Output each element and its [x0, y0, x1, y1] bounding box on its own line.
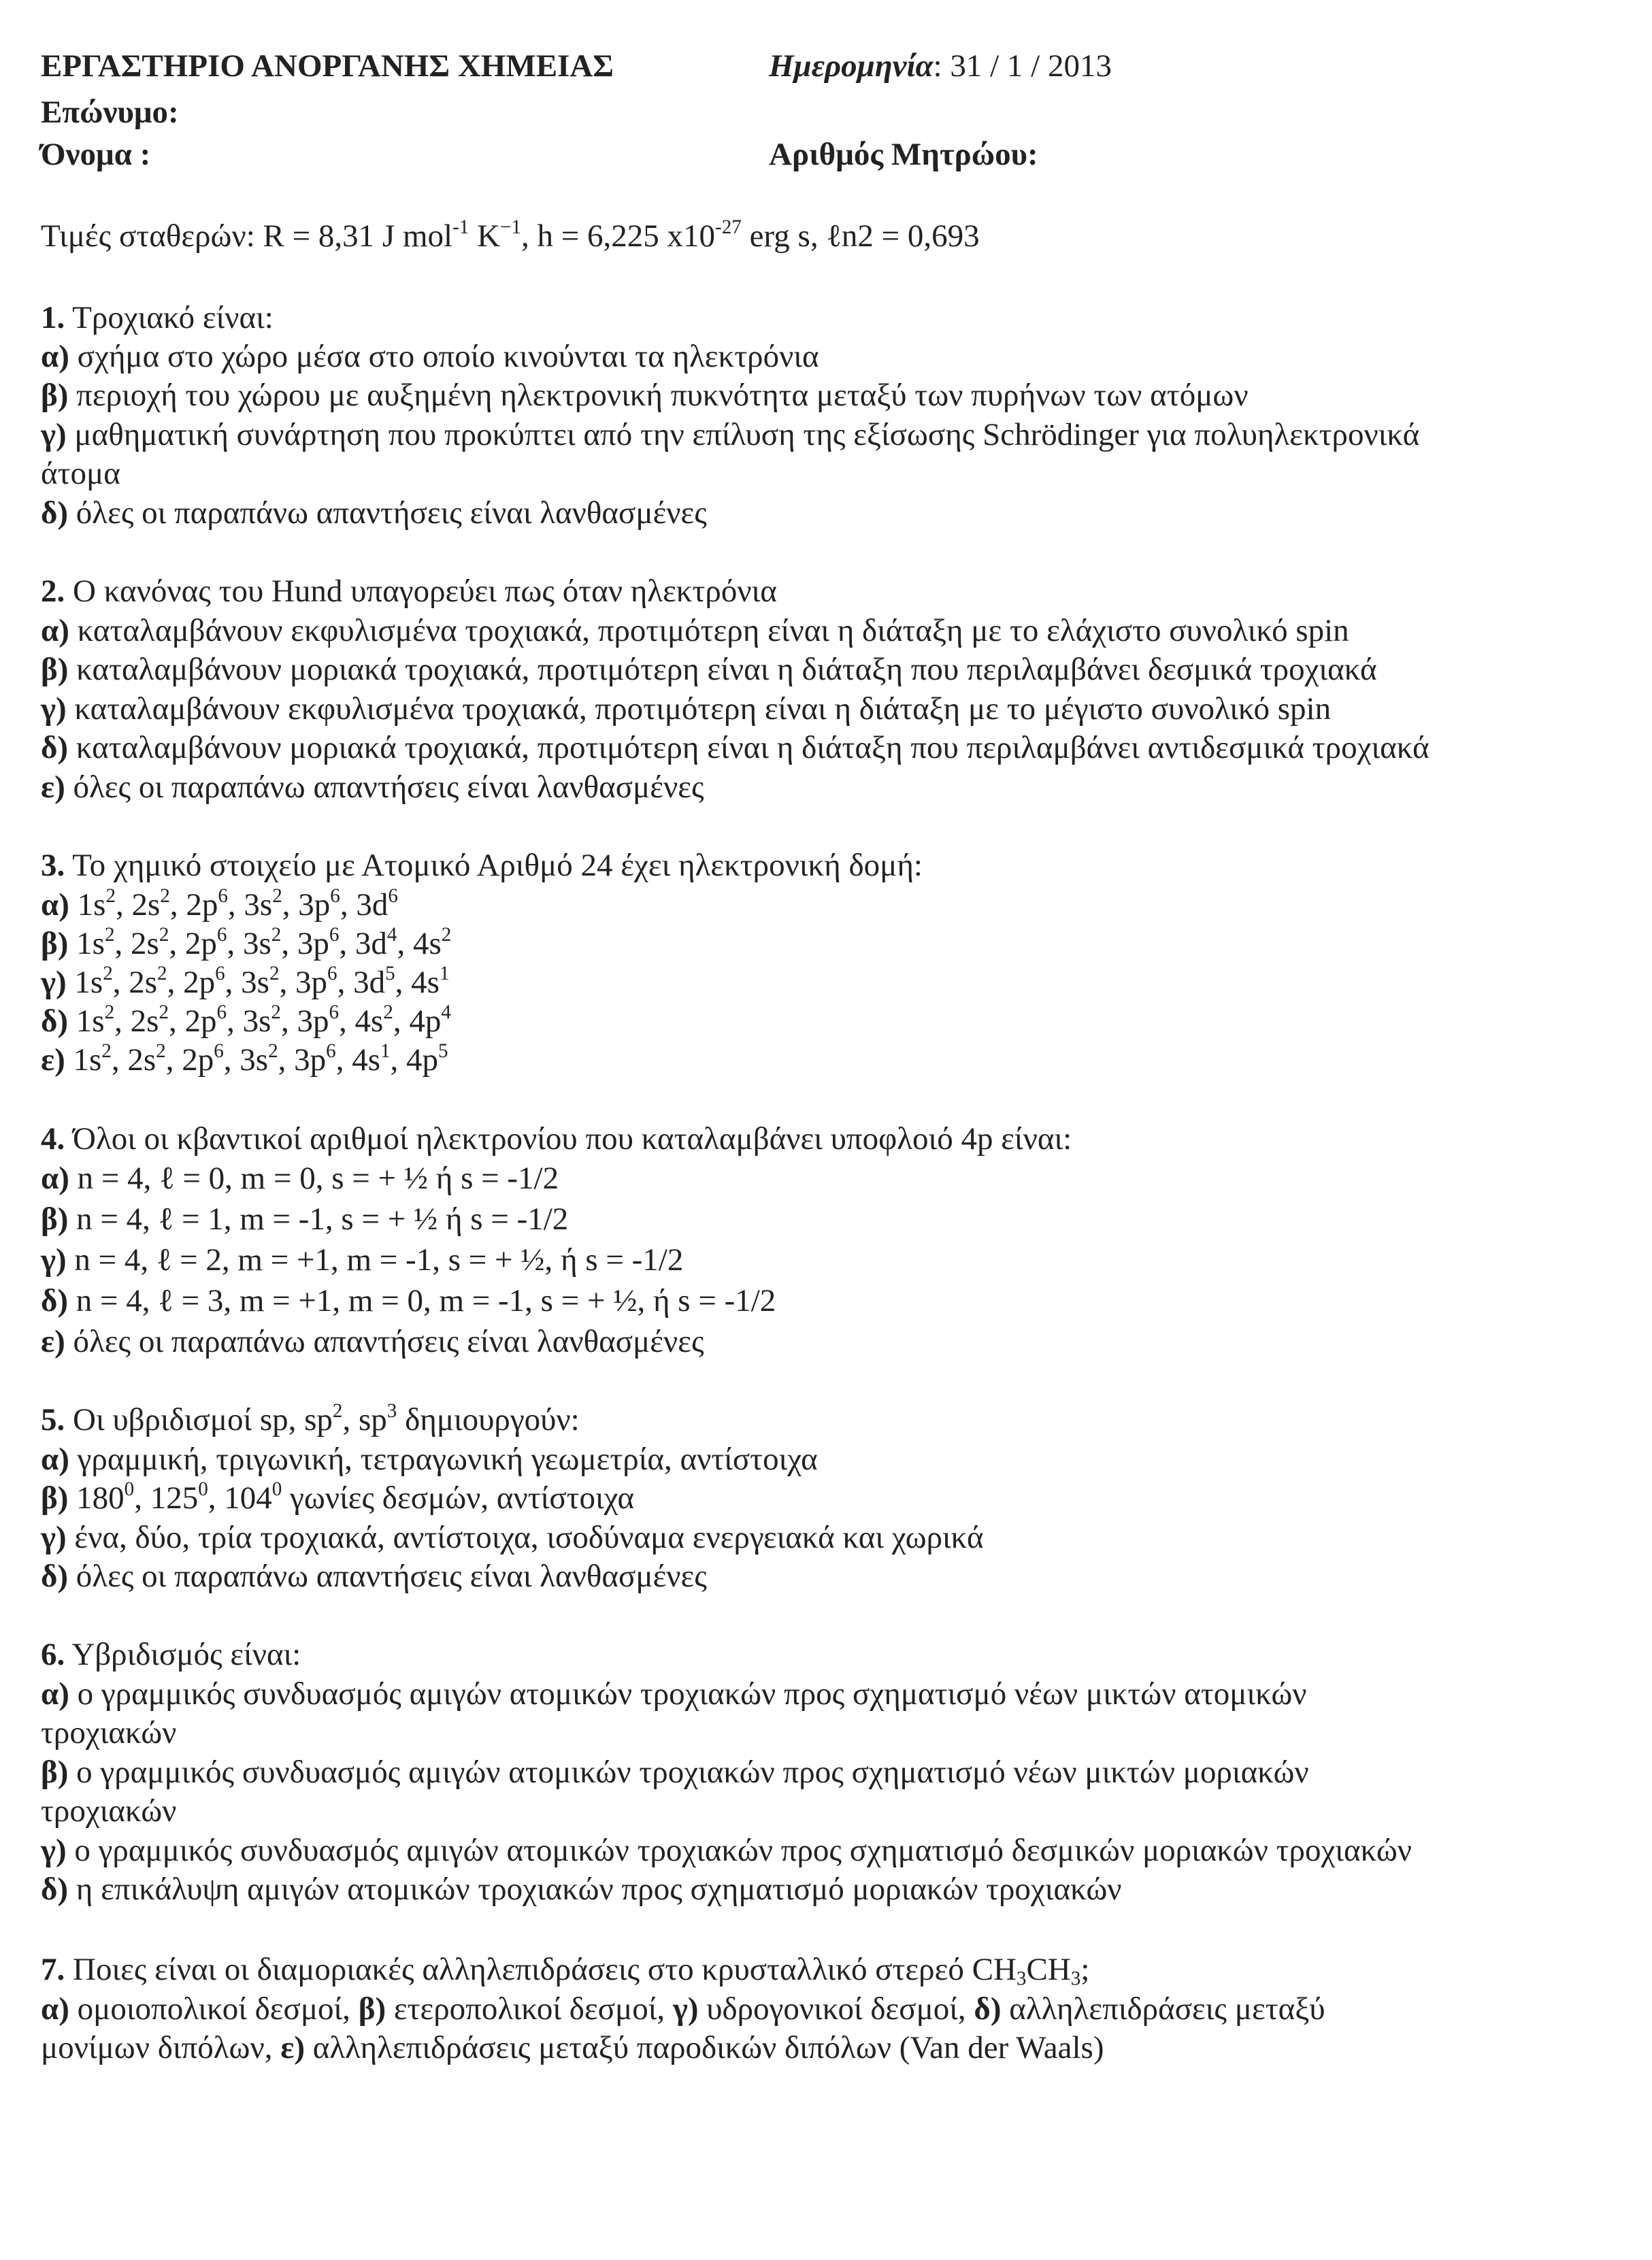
- option-text: n = 4, ℓ = 1, m = -1, s = + ½ ή s = -1/2: [68, 1201, 569, 1237]
- separator: ,: [114, 926, 131, 961]
- electron-count: 6: [216, 924, 227, 946]
- option-text: μαθηματική συνάρτηση που προκύπτει από την επίλυση της εξίσωσης Schrödinger για πολυηλεκτρονικά: [66, 417, 1420, 452]
- option-label: δ): [41, 730, 69, 765]
- q6-option-c: [41, 1831, 1412, 1870]
- angle-value: , 125: [134, 1480, 199, 1516]
- q3-option-1: [41, 924, 451, 963]
- separator: ,: [223, 1042, 240, 1078]
- option-text: ο γραμμικός συνδυασμός αμιγών ατομικών τροχιακών προς σχηματισμό νέων μικτών ατομικών: [69, 1676, 1307, 1712]
- q7-stem-text: CH: [1026, 1952, 1071, 1987]
- angle-value: , 104: [208, 1480, 272, 1516]
- date-line: [769, 48, 1112, 84]
- orbital: 2s: [130, 1003, 159, 1039]
- orbital: 3p: [298, 887, 331, 923]
- option-label: δ): [41, 495, 69, 531]
- orbital: 3s: [242, 926, 271, 961]
- option-label: α): [41, 339, 69, 374]
- electron-count: 6: [218, 885, 228, 908]
- q5-stem-text: Οι υβριδισμοί sp, sp: [65, 1402, 333, 1438]
- q3-stem-text: Το χημικό στοιχείο με Ατομικό Αριθμό 24 έχει ηλεκτρονική δομή:: [65, 848, 923, 883]
- separator: ,: [227, 926, 243, 961]
- option-text: όλες οι παραπάνω απαντήσεις είναι λανθασμένες: [65, 769, 704, 805]
- option-label: ε): [280, 2030, 305, 2065]
- q7-options-line1: [41, 1989, 1325, 2029]
- degree-mark: 0: [271, 1478, 282, 1501]
- planck-unit: erg s,: [741, 218, 827, 254]
- separator: ,: [116, 887, 132, 923]
- orbital: 3d: [356, 887, 389, 923]
- q3-option-4: [41, 1040, 448, 1080]
- orbital: 2p: [182, 1042, 214, 1078]
- option-label: γ): [41, 691, 67, 727]
- electron-count: 2: [441, 924, 452, 946]
- option-text: περιοχή του χώρου με αυξημένη ηλεκτρονική πυκνότητα μεταξύ των πυρήνων των ατόμων: [68, 378, 1249, 413]
- option-label: β): [41, 1201, 69, 1237]
- q3-stem: [41, 846, 923, 885]
- option-text: υδρογονικοί δεσμοί,: [698, 1991, 974, 2027]
- orbital: 2p: [184, 926, 217, 961]
- lab-title: ΕΡΓΑΣΤΗΡΙΟ ΑΝΟΡΓΑΝΗΣ ΧΗΜΕΙΑΣ: [41, 48, 614, 84]
- orbital: 3p: [297, 1003, 329, 1039]
- electron-count: 6: [388, 885, 398, 908]
- separator: ,: [112, 965, 129, 1000]
- q5-stem-text: δημιουργούν:: [397, 1402, 580, 1438]
- orbital: 4s: [354, 1003, 384, 1039]
- option-label: α): [41, 1161, 69, 1196]
- constants-line: [41, 216, 980, 256]
- date-value: : 31 / 1 / 2013: [933, 48, 1112, 84]
- q5-stem: [41, 1400, 580, 1440]
- orbital: 2s: [129, 965, 158, 1000]
- q1-stem-text: Τροχιακό είναι:: [65, 300, 274, 335]
- q2-option-e: [41, 767, 704, 807]
- electron-count: 6: [214, 1040, 224, 1063]
- ln2-value: ℓn2 = 0,693: [826, 218, 980, 254]
- option-label: γ): [41, 965, 75, 1000]
- electron-count: 2: [271, 1001, 281, 1024]
- option-label: β): [41, 1755, 69, 1790]
- option-text: ο γραμμικός συνδυασμός αμιγών ατομικών τροχιακών προς σχηματισμό νέων μικτών μοριακών: [68, 1755, 1309, 1790]
- orbital: 3p: [294, 1042, 327, 1078]
- q5-exponent: 2: [332, 1400, 343, 1423]
- name-label: Όνομα :: [41, 137, 151, 172]
- electron-count: 2: [103, 963, 113, 985]
- surname-label: Επώνυμο:: [41, 95, 179, 130]
- option-text: αλληλεπιδράσεις μεταξύ παροδικών διπόλων (Van der Waals): [304, 2030, 1104, 2065]
- option-text: γραμμική, τριγωνική, τετραγωνική γεωμετρία, αντίστοιχα: [69, 1442, 818, 1477]
- q7-options-line2: [41, 2028, 1104, 2067]
- option-label: β): [41, 926, 77, 961]
- orbital: 1s: [76, 1003, 105, 1039]
- q4-option-b: [41, 1199, 568, 1239]
- option-text: όλες οι παραπάνω απαντήσεις είναι λανθασμένες: [65, 1324, 704, 1359]
- separator: ,: [169, 926, 185, 961]
- option-text: σχήμα στο χώρο μέσα στο οποίο κινούνται τα ηλεκτρόνια: [69, 339, 819, 374]
- option-text: η επικάλυψη αμιγών ατομικών τροχιακών προς σχηματισμό μοριακών τροχιακών: [68, 1872, 1122, 1907]
- q4-stem-text: Όλοι οι κβαντικοί αριθμοί ηλεκτρονίου που καταλαμβάνει υποφλοιό 4p είναι:: [65, 1121, 1072, 1157]
- separator: ,: [340, 887, 357, 923]
- separator: ,: [395, 965, 412, 1000]
- q5-option-a: [41, 1440, 818, 1479]
- orbital: 4s: [412, 926, 442, 961]
- q3-number: 3.: [41, 848, 65, 883]
- separator: ,: [280, 1003, 297, 1039]
- option-text: ο γραμμικός συνδυασμός αμιγών ατομικών τροχιακών προς σχηματισμό δεσμικών μοριακών τροχιακών: [66, 1833, 1413, 1868]
- orbital: 3s: [241, 965, 269, 1000]
- q2-option-c: [41, 689, 1331, 729]
- electron-count: 5: [385, 963, 395, 985]
- constants-prefix: Τιμές σταθερών: R = 8,31 J mol: [41, 218, 453, 254]
- q7-subscript: 3: [1016, 1967, 1027, 1990]
- electron-count: 2: [271, 924, 282, 946]
- option-label: δ): [41, 1559, 69, 1594]
- electron-count: 4: [441, 1001, 451, 1024]
- separator: ,: [278, 1042, 295, 1078]
- electron-count: 2: [157, 963, 167, 985]
- q6-option-a-cont: τροχιακών: [41, 1715, 177, 1750]
- option-text: αλληλεπιδράσεις μεταξύ: [1001, 1991, 1325, 2027]
- separator: ,: [114, 1003, 131, 1039]
- separator: ,: [393, 1003, 410, 1039]
- q4-option-c: [41, 1240, 683, 1280]
- q5-number: 5.: [41, 1402, 65, 1438]
- q2-stem-text: Ο κανόνας του Hund υπαγορεύει πως όταν ηλεκτρόνια: [65, 574, 777, 609]
- q5-option-c: [41, 1518, 984, 1557]
- option-text: μονίμων διπόλων,: [41, 2030, 281, 2065]
- electron-count: 6: [330, 885, 340, 908]
- q7-subscript: 3: [1070, 1967, 1081, 1990]
- separator: ,: [339, 1003, 355, 1039]
- electron-count: 6: [215, 963, 225, 985]
- electron-count: 2: [160, 885, 170, 908]
- electron-count: 5: [438, 1040, 448, 1063]
- electron-count: 2: [272, 885, 282, 908]
- orbital: 1s: [74, 965, 103, 1000]
- electron-count: 6: [327, 963, 337, 985]
- option-label: γ): [41, 1833, 67, 1868]
- separator: ,: [339, 926, 355, 961]
- orbital: 1s: [77, 887, 106, 923]
- q2-number: 2.: [41, 574, 65, 609]
- orbital: 4p: [406, 1042, 439, 1078]
- q4-stem: [41, 1119, 1072, 1159]
- q1-option-d: [41, 493, 707, 533]
- electron-count: 2: [105, 885, 116, 908]
- orbital: 3s: [242, 1003, 271, 1039]
- q6-number: 6.: [41, 1637, 65, 1672]
- k-exponent: −1: [500, 216, 522, 239]
- option-label: ε): [41, 1324, 65, 1359]
- option-text: ομοιοπολικοί δεσμοί,: [69, 1991, 359, 2027]
- option-text: όλες οι παραπάνω απαντήσεις είναι λανθασμένες: [68, 495, 707, 531]
- q6-option-b: [41, 1752, 1309, 1792]
- orbital: 3s: [244, 887, 273, 923]
- planck-exponent: -27: [715, 216, 742, 239]
- electron-count: 6: [326, 1040, 336, 1063]
- q4-option-a: [41, 1159, 559, 1198]
- orbital: 2s: [127, 1042, 156, 1078]
- option-label: β): [41, 652, 69, 687]
- option-text: όλες οι παραπάνω απαντήσεις είναι λανθασμένες: [68, 1559, 707, 1594]
- electron-count: 2: [156, 1040, 166, 1063]
- electron-count: 1: [439, 963, 450, 985]
- separator: ,: [279, 965, 296, 1000]
- q4-number: 4.: [41, 1121, 65, 1157]
- orbital: 3s: [239, 1042, 269, 1078]
- electron-count: 2: [268, 1040, 278, 1063]
- separator: ,: [282, 887, 299, 923]
- q1-stem: [41, 298, 274, 337]
- separator: ,: [169, 1003, 185, 1039]
- option-label: α): [41, 1442, 69, 1477]
- degree-mark: 0: [198, 1478, 208, 1501]
- option-label: δ): [41, 1003, 76, 1039]
- option-label: β): [358, 1991, 386, 2027]
- orbital: 4s: [411, 965, 440, 1000]
- separator: ,: [225, 965, 242, 1000]
- q6-stem: [41, 1635, 301, 1674]
- separator: ,: [169, 887, 186, 923]
- option-text: καταλαμβάνουν μοριακά τροχιακά, προτιμότερη είναι η διάταξη που περιλαμβάνει αντιδεσμικά τροχιακά: [68, 730, 1430, 765]
- separator: ,: [227, 887, 244, 923]
- option-label: α): [41, 1991, 69, 2027]
- q4-option-e: [41, 1322, 704, 1361]
- q7-stem: [41, 1950, 1089, 1989]
- q5-stem-text: , sp: [342, 1402, 387, 1438]
- option-text: ένα, δύο, τρία τροχιακά, αντίστοιχα, ισοδύναμα ενεργειακά και χωρικά: [66, 1520, 984, 1555]
- q3-option-3: [41, 1001, 451, 1041]
- degree-mark: 0: [124, 1478, 135, 1501]
- q7-stem-text: ;: [1080, 1952, 1090, 1987]
- q2-option-a: [41, 611, 1349, 650]
- q1-option-c: [41, 415, 1419, 454]
- option-text: n = 4, ℓ = 3, m = +1, m = 0, m = -1, s = + ½, ή s = -1/2: [68, 1283, 776, 1318]
- q7-stem-text: Ποιες είναι οι διαμοριακές αλληλεπιδράσεις στο κρυσταλλικό στερεό CH: [65, 1952, 1017, 1987]
- q6-option-b-cont: τροχιακών: [41, 1793, 177, 1829]
- electron-count: 2: [159, 924, 169, 946]
- option-text: γωνίες δεσμών, αντίστοιχα: [282, 1480, 635, 1516]
- planck-constant: , h = 6,225 x10: [521, 218, 716, 254]
- option-label: ε): [41, 769, 65, 805]
- option-label: γ): [41, 1242, 67, 1278]
- orbital: 4p: [409, 1003, 442, 1039]
- orbital: 2s: [131, 887, 161, 923]
- option-label: α): [41, 613, 69, 648]
- q2-option-d: [41, 728, 1430, 767]
- registry-label: Αριθμός Μητρώου:: [769, 137, 1038, 172]
- q6-option-a: [41, 1674, 1307, 1714]
- option-text: καταλαμβάνουν μοριακά τροχιακά, προτιμότερη είναι η διάταξη που περιλαμβάνει δεσμικά τροχιακά: [68, 652, 1377, 687]
- separator: ,: [335, 1042, 352, 1078]
- q2-stem: [41, 571, 777, 611]
- q5-option-b: [41, 1478, 634, 1518]
- date-label: Ημερομηνία: [769, 48, 934, 84]
- q6-stem-text: Υβριδισμός είναι:: [65, 1637, 301, 1672]
- option-label: α): [41, 887, 78, 923]
- option-text: καταλαμβάνουν εκφυλισμένα τροχιακά, προτιμότερη είναι η διάταξη με το ελάχιστο συνολικό spin: [69, 613, 1349, 648]
- orbital: 3d: [353, 965, 386, 1000]
- option-text: καταλαμβάνουν εκφυλισμένα τροχιακά, προτιμότερη είναι η διάταξη με το μέγιστο συνολικό spin: [66, 691, 1332, 727]
- option-label: β): [41, 378, 69, 413]
- orbital: 1s: [73, 1042, 102, 1078]
- option-text: ετεροπολικοί δεσμοί,: [386, 1991, 673, 2027]
- k-unit: K: [469, 218, 501, 254]
- orbital: 2p: [186, 887, 218, 923]
- option-label: δ): [41, 1283, 69, 1318]
- q6-option-d: [41, 1870, 1122, 1909]
- option-label: γ): [41, 1520, 67, 1555]
- electron-count: 2: [383, 1001, 393, 1024]
- electron-count: 2: [104, 1001, 115, 1024]
- q1-option-c-cont: άτομα: [41, 456, 120, 491]
- option-label: β): [41, 1480, 69, 1516]
- q4-option-d: [41, 1281, 776, 1320]
- separator: ,: [397, 926, 413, 961]
- q5-option-d: [41, 1557, 707, 1596]
- option-label: γ): [41, 417, 67, 452]
- separator: ,: [281, 926, 297, 961]
- electron-count: 2: [104, 924, 115, 946]
- option-label: γ): [672, 1991, 699, 2027]
- angle-value: 180: [68, 1480, 125, 1516]
- electron-count: 2: [101, 1040, 112, 1063]
- orbital: 4s: [352, 1042, 380, 1078]
- separator: ,: [165, 1042, 182, 1078]
- orbital: 3d: [354, 926, 387, 961]
- q1-option-b: [41, 376, 1249, 415]
- orbital: 2s: [131, 926, 159, 961]
- option-label: ε): [41, 1042, 73, 1078]
- separator: ,: [111, 1042, 128, 1078]
- orbital: 2p: [183, 965, 216, 1000]
- q3-option-2: [41, 963, 450, 1002]
- q2-option-b: [41, 650, 1377, 689]
- q7-number: 7.: [41, 1952, 65, 1987]
- electron-count: 6: [329, 924, 340, 946]
- orbital: 1s: [76, 926, 105, 961]
- q5-exponent: 3: [386, 1400, 397, 1423]
- option-text: n = 4, ℓ = 0, m = 0, s = + ½ ή s = -1/2: [69, 1161, 559, 1196]
- separator: ,: [167, 965, 184, 1000]
- orbital: 3p: [295, 965, 328, 1000]
- q3-option-0: [41, 885, 398, 925]
- electron-count: 1: [380, 1040, 391, 1063]
- electron-count: 2: [159, 1001, 169, 1024]
- option-label: δ): [974, 1991, 1002, 2027]
- orbital: 3p: [297, 926, 329, 961]
- electron-count: 6: [216, 1001, 227, 1024]
- separator: ,: [337, 965, 354, 1000]
- option-text: n = 4, ℓ = 2, m = +1, m = -1, s = + ½, ή s = -1/2: [66, 1242, 684, 1278]
- orbital: 2p: [184, 1003, 217, 1039]
- mol-exponent: -1: [452, 216, 469, 239]
- q1-number: 1.: [41, 300, 65, 335]
- option-label: δ): [41, 1872, 69, 1907]
- electron-count: 2: [269, 963, 280, 985]
- separator: ,: [390, 1042, 407, 1078]
- electron-count: 4: [386, 924, 397, 946]
- electron-count: 6: [329, 1001, 339, 1024]
- separator: ,: [227, 1003, 243, 1039]
- option-label: α): [41, 1676, 69, 1712]
- q1-option-a: [41, 337, 819, 376]
